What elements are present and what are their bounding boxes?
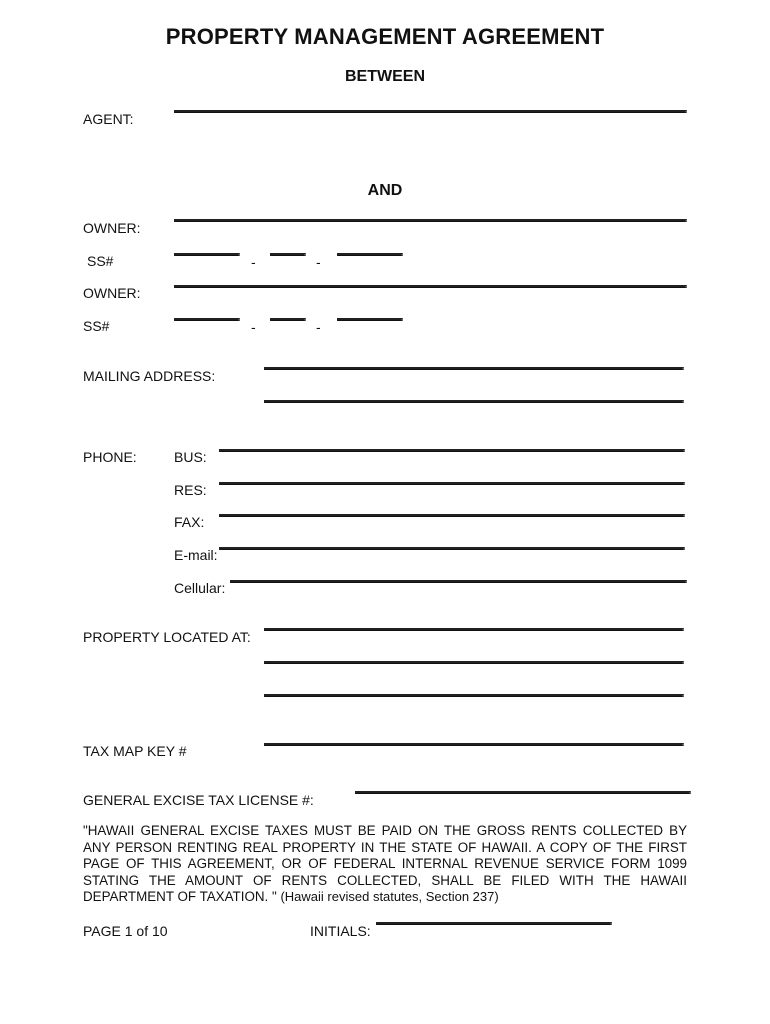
owner2-label: OWNER:	[83, 285, 141, 301]
notice-citation: (Hawaii revised statutes, Section 237)	[280, 889, 499, 904]
cellular-label: Cellular:	[174, 580, 226, 596]
cellular-field[interactable]	[230, 580, 687, 583]
mailing-address-label: MAILING ADDRESS:	[83, 368, 216, 384]
bus-phone-field[interactable]	[219, 449, 685, 452]
ss2-part1-field[interactable]	[174, 318, 240, 321]
ss1-part3-field[interactable]	[337, 253, 403, 256]
email-label: E-mail:	[174, 547, 218, 563]
ss1-separator-1: -	[251, 254, 256, 270]
mailing-address-line2-field[interactable]	[264, 400, 684, 403]
fax-field[interactable]	[219, 514, 685, 517]
document-title: PROPERTY MANAGEMENT AGREEMENT	[165, 24, 605, 49]
ss1-separator-2: -	[316, 254, 321, 270]
tax-map-key-label: TAX MAP KEY #	[83, 743, 187, 759]
initials-field[interactable]	[376, 922, 612, 925]
ss1-label: SS#	[87, 253, 114, 269]
property-located-label: PROPERTY LOCATED AT:	[83, 629, 251, 645]
ss2-part3-field[interactable]	[337, 318, 403, 321]
phone-label: PHONE:	[83, 449, 137, 465]
bus-label: BUS:	[174, 449, 207, 465]
email-field[interactable]	[219, 547, 685, 550]
property-address-line2-field[interactable]	[264, 661, 684, 664]
ss1-part1-field[interactable]	[174, 253, 240, 256]
ss2-part2-field[interactable]	[270, 318, 306, 321]
ge-tax-license-field[interactable]	[355, 791, 691, 794]
agent-label: AGENT:	[83, 111, 134, 127]
ss2-separator-1: -	[251, 319, 256, 335]
notice-text: "HAWAII GENERAL EXCISE TAXES MUST BE PAID ON THE GROSS RENTS COLLECTED BY ANY PERSON RENTING REAL PROPERTY IN THE STATE OF HAWAII. A COPY OF THE FIRST PAGE OF THIS AGREEMENT, OR OF FEDERAL INTERNAL REVENUE SERVICE FORM 1099 STATING THE AMOUNT OF RENTS COLLECTED, SHALL BE FILED WITH THE HAWAII DEPARTMENT OF TAXATION. "	[83, 823, 687, 904]
property-address-line3-field[interactable]	[264, 694, 684, 697]
ss2-separator-2: -	[316, 319, 321, 335]
hawaii-tax-notice	[83, 823, 687, 906]
initials-label: INITIALS:	[310, 923, 371, 939]
page-number: PAGE 1 of 10	[83, 923, 168, 939]
and-heading: AND	[367, 182, 403, 199]
property-address-line1-field[interactable]	[264, 628, 684, 631]
res-phone-field[interactable]	[219, 482, 685, 485]
fax-label: FAX:	[174, 514, 205, 530]
owner1-field[interactable]	[174, 219, 687, 222]
ge-tax-license-label: GENERAL EXCISE TAX LICENSE #:	[83, 792, 314, 808]
ss1-part2-field[interactable]	[270, 253, 306, 256]
tax-map-key-field[interactable]	[264, 743, 684, 746]
between-heading: BETWEEN	[345, 68, 425, 85]
mailing-address-line1-field[interactable]	[264, 367, 684, 370]
agent-field[interactable]	[174, 110, 687, 113]
res-label: RES:	[174, 482, 207, 498]
owner1-label: OWNER:	[83, 220, 141, 236]
ss2-label: SS#	[83, 318, 110, 334]
owner2-field[interactable]	[174, 285, 687, 288]
